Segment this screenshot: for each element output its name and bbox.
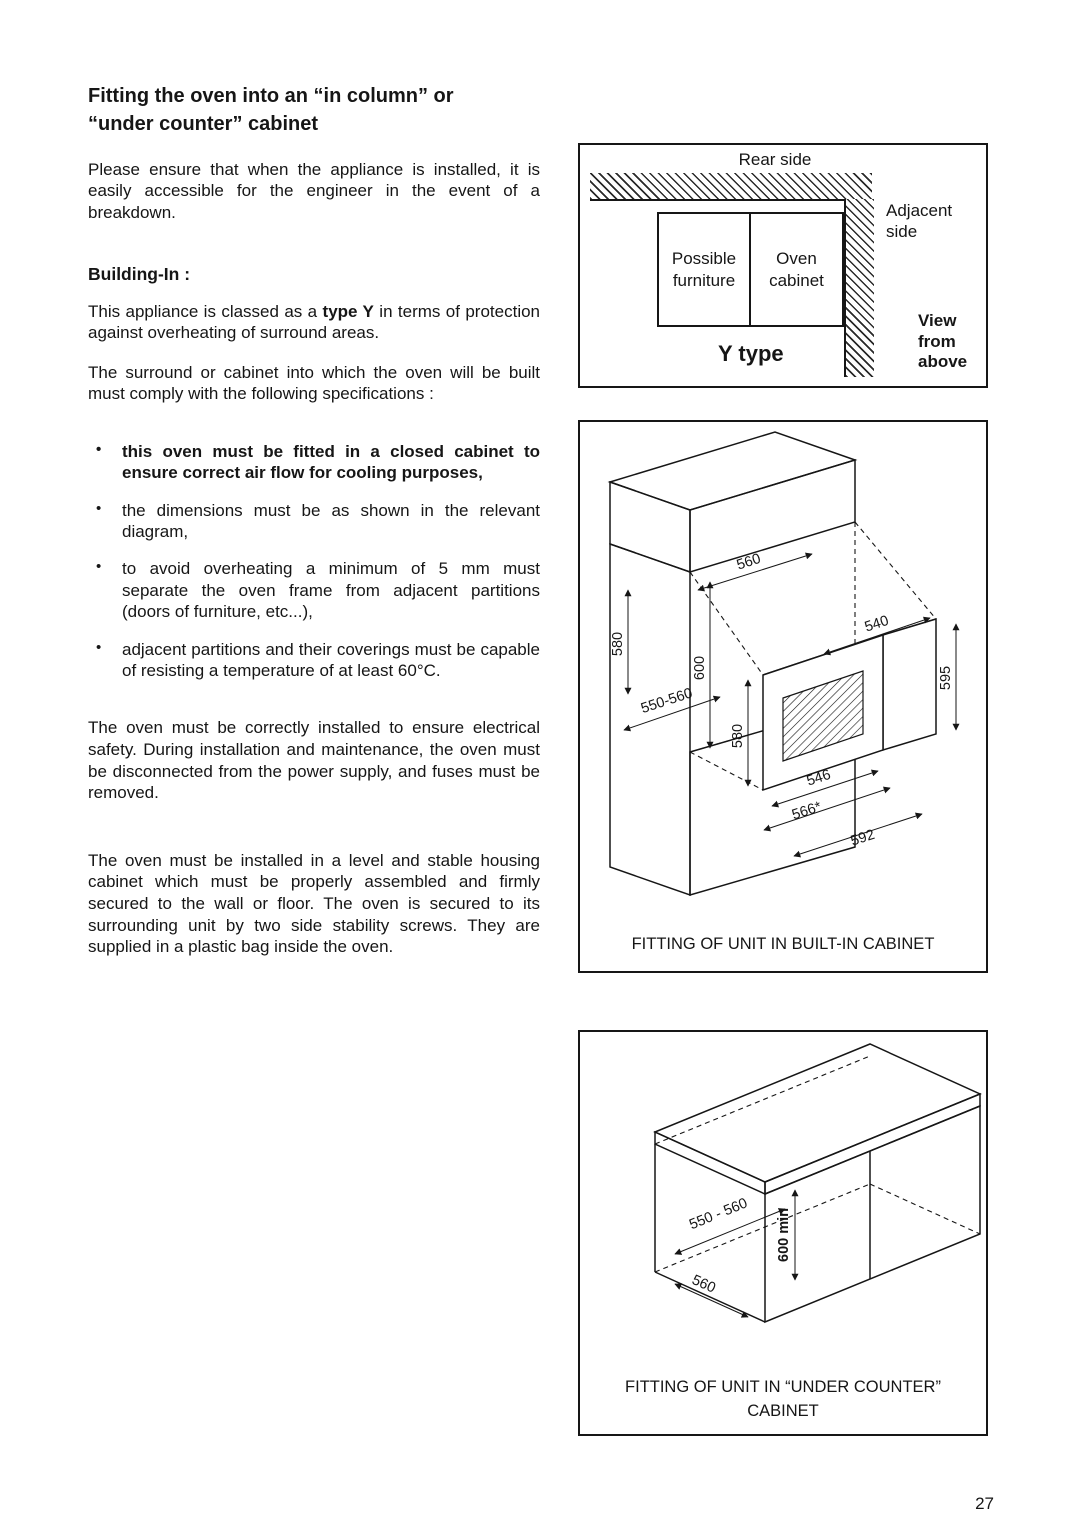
dim-566-label: 566* bbox=[790, 798, 824, 824]
y-type-label: Y type bbox=[718, 341, 784, 366]
specifications-paragraph: The surround or cabinet into which the oven will be built must comply with the following specifications : bbox=[88, 362, 540, 404]
built-in-caption: FITTING OF UNIT IN BUILT-IN CABINET bbox=[631, 935, 935, 954]
adjacent-wall-hatch bbox=[844, 199, 874, 377]
dim-540-label: 540 bbox=[862, 612, 891, 636]
list-item: • to avoid overheating a minimum of 5 mm must separate the oven frame from adjacent partitions (doors of furniture, etc...), bbox=[88, 558, 540, 622]
page-title-line2: “under counter” cabinet bbox=[88, 113, 319, 136]
list-item: • the dimensions must be as shown in the relevant diagram, bbox=[88, 500, 540, 543]
dim-600-min-label: 600 min bbox=[776, 1208, 792, 1262]
page-number: 27 bbox=[975, 1494, 994, 1513]
page-title bbox=[88, 82, 540, 139]
list-item: • adjacent partitions and their coverings must be capable of resisting a temperature of at least 60°C. bbox=[88, 639, 540, 682]
under-counter-caption-line1: FITTING OF UNIT IN “UNDER COUNTER” bbox=[625, 1377, 941, 1396]
dim-560-label: 560 bbox=[689, 1272, 718, 1297]
possible-furniture-line1: Possible bbox=[671, 249, 737, 269]
rear-side-label: Rear side bbox=[738, 150, 812, 169]
view-line1: View bbox=[918, 311, 957, 330]
oven-cabinet-line1: Oven bbox=[776, 249, 817, 269]
oven-cabinet-line2: cabinet bbox=[769, 270, 824, 290]
dim-580-left-label: 580 bbox=[610, 631, 626, 657]
built-in-cabinet-drawing bbox=[580, 422, 986, 927]
possible-furniture-line2: furniture bbox=[672, 270, 736, 290]
specification-list bbox=[88, 441, 540, 682]
list-item: • this oven must be fitted in a closed cabinet to ensure correct air flow for cooling purposes, bbox=[88, 441, 540, 484]
intro-paragraph: Please ensure that when the appliance is installed, it is easily accessible for the engineer in the event of a breakdown. bbox=[88, 159, 540, 222]
dim-580-front-label: 580 bbox=[730, 723, 746, 749]
cavity-dashed-lines bbox=[655, 1056, 980, 1272]
building-in-heading: Building-In : bbox=[88, 263, 191, 284]
text-column bbox=[88, 82, 540, 958]
plan-view-diagram bbox=[578, 143, 988, 388]
under-counter-caption bbox=[580, 1375, 986, 1425]
dim-550-560-label: 550 - 560 bbox=[687, 1195, 750, 1234]
dim-595-label: 595 bbox=[938, 665, 954, 691]
oven-cabinet-box bbox=[749, 212, 844, 327]
type-y-pre: This appliance is classed as a bbox=[88, 301, 323, 321]
under-counter-diagram bbox=[578, 1030, 988, 1436]
dim-550-560-label: 550-560 bbox=[638, 685, 695, 718]
under-counter-caption-line2: CABINET bbox=[747, 1402, 819, 1421]
view-line2: from bbox=[918, 331, 956, 351]
rear-wall-hatch bbox=[590, 173, 872, 201]
stability-paragraph: The oven must be installed in a level and stable housing cabinet which must be properly assembled and firmly secured to the wall or floor. The oven is secured to its surrounding unit by two side stability screws. They are supplied in a plastic bag inside the oven. bbox=[88, 850, 540, 957]
adjacent-side-label bbox=[886, 201, 952, 242]
dim-600-label: 600 bbox=[692, 655, 708, 681]
view-from-above-label bbox=[918, 311, 967, 373]
dim-592-label: 592 bbox=[848, 826, 877, 850]
adjacent-side-line2: side bbox=[886, 221, 918, 241]
electrical-safety-paragraph: The oven must be correctly installed to ensure electrical safety. During installation and maintenance, the oven must be disconnected from the power supply, and fuses must be removed. bbox=[88, 718, 540, 803]
dim-546-label: 546 bbox=[804, 766, 833, 790]
view-line3: above bbox=[918, 352, 968, 372]
adjacent-side-line1: Adjacent bbox=[886, 201, 953, 220]
under-counter-drawing bbox=[580, 1032, 986, 1362]
built-in-cabinet-diagram bbox=[578, 420, 988, 973]
page-title-line1: Fitting the oven into an “in column” or bbox=[88, 85, 454, 107]
possible-furniture-box bbox=[657, 212, 751, 327]
oven-unit-drawing bbox=[763, 619, 936, 790]
type-y-bold: type Y bbox=[322, 301, 374, 321]
dimension-labels bbox=[687, 1195, 792, 1296]
type-y-paragraph bbox=[88, 301, 540, 344]
type-y-post: in terms of protection against overheating of surround areas. bbox=[88, 301, 541, 343]
dim-560-label: 560 bbox=[734, 550, 763, 574]
